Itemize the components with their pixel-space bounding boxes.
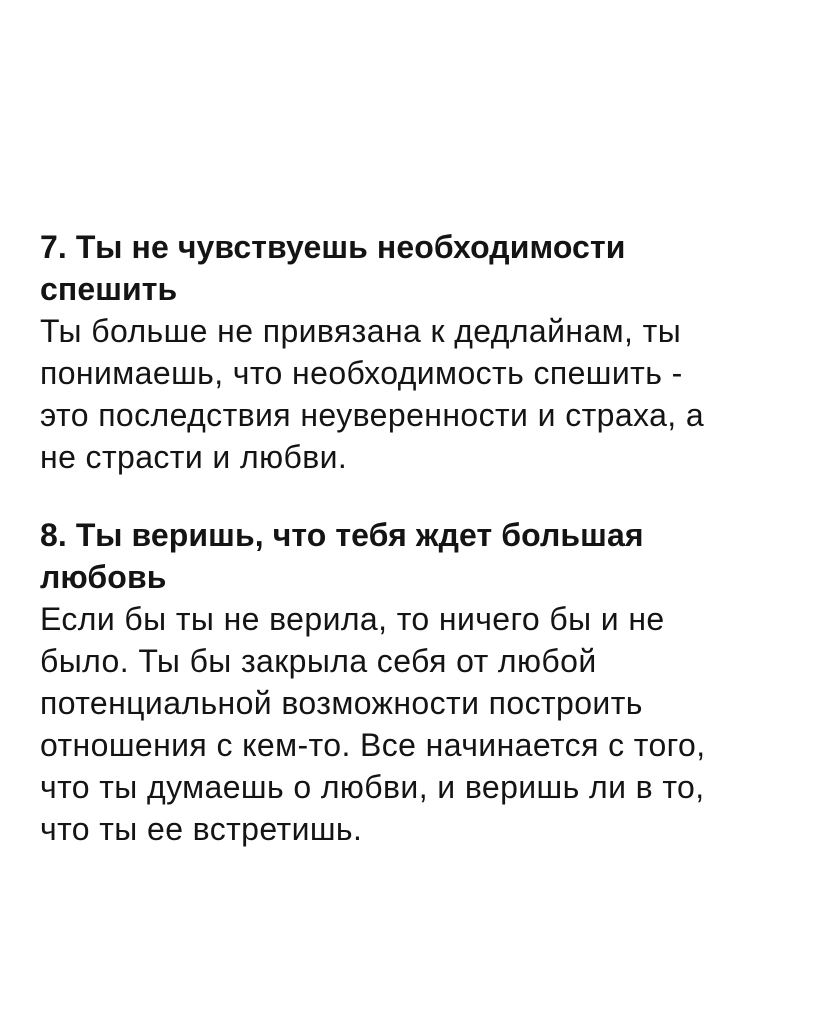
body-line: Ты больше не привязана к дедлайнам, ты (40, 313, 682, 349)
body-line: понимаешь, что необходимость спешить - (40, 355, 683, 391)
heading-line: любовь (40, 559, 167, 595)
section-body (40, 310, 800, 478)
section-body (40, 598, 800, 850)
body-line: не страсти и любви. (40, 439, 348, 475)
section-heading (40, 226, 800, 310)
section-heading (40, 514, 800, 598)
section-7 (40, 226, 800, 478)
body-line: что ты думаешь о любви, и веришь ли в то, (40, 769, 705, 805)
body-line: было. Ты бы закрыла себя от любой (40, 643, 597, 679)
body-line: отношения с кем-то. Все начинается с того, (40, 727, 706, 763)
heading-line: 8. Ты веришь, что тебя ждет большая (40, 517, 644, 553)
heading-line: спешить (40, 271, 178, 307)
post-text (40, 226, 800, 850)
body-line: что ты ее встретишь. (40, 811, 363, 847)
body-line: это последствия неуверенности и страха, а (40, 397, 705, 433)
body-line: Если бы ты не верила, то ничего бы и не (40, 601, 665, 637)
heading-line: 7. Ты не чувствуешь необходимости (40, 229, 626, 265)
body-line: потенциальной возможности построить (40, 685, 643, 721)
section-8 (40, 514, 800, 850)
